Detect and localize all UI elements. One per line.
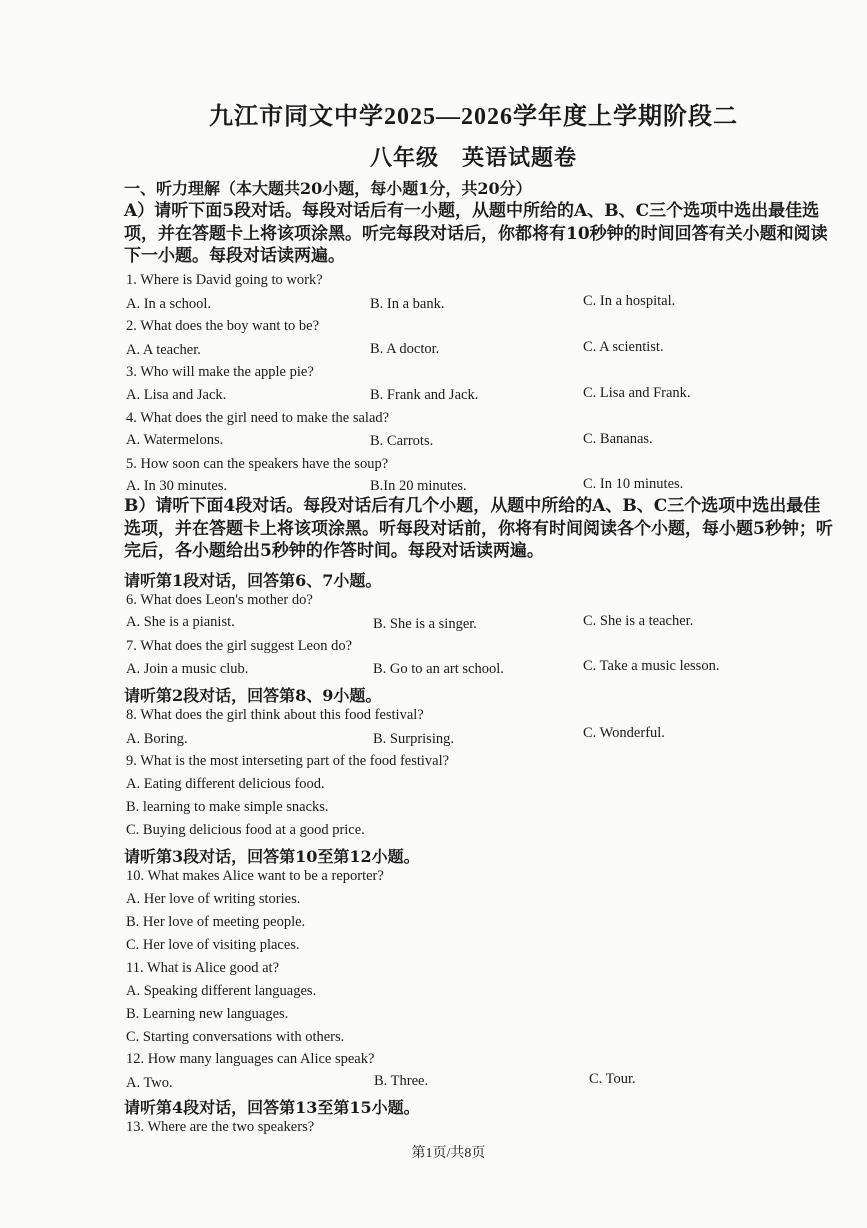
question-text: 5. How soon can the speakers have the soup? xyxy=(126,456,389,472)
option-c: C. She is a teacher. xyxy=(583,613,694,629)
question-text: 4. What does the girl need to make the salad? xyxy=(126,410,390,426)
option-c: C. Tour. xyxy=(589,1071,636,1087)
question-text: 6. What does Leon's mother do? xyxy=(126,592,313,608)
option-a: A. Join a music club. xyxy=(126,661,249,677)
option-b: B. She is a singer. xyxy=(373,616,477,632)
option-c: C. Bananas. xyxy=(583,431,653,447)
option-b: B. Surprising. xyxy=(373,731,454,747)
option-a: A. Watermelons. xyxy=(126,432,224,448)
question-text: 11. What is Alice good at? xyxy=(126,960,280,976)
option-a: A. In 30 minutes. xyxy=(126,478,228,494)
option-a: A. Eating different delicious food. xyxy=(126,776,325,792)
option-c: C. Her love of visiting places. xyxy=(126,937,300,953)
option-b: B.In 20 minutes. xyxy=(370,478,467,494)
option-b: B. Her love of meeting people. xyxy=(126,914,306,930)
question-text: 7. What does the girl suggest Leon do? xyxy=(126,638,353,654)
dialog-heading: 请听第3段对话，回答第10至第12小题。 xyxy=(124,847,420,866)
exam-subtitle: 八年级 英语试题卷 xyxy=(369,145,577,170)
part-b-instructions: B）请听下面4段对话。每段对话后有几个小题，从题中所给的A、B、C三个选项中选出最佳选项，并在答题卡上将该项涂黑。听每段对话前，你将有时间阅读各个小题，每小题5秒钟；听完后，各小题给出5秒钟的作答时间。每段对话读两遍。 xyxy=(124,496,833,561)
dialog-heading: 请听第4段对话，回答第13至第15小题。 xyxy=(124,1098,420,1117)
option-c: C. Starting conversations with others. xyxy=(126,1029,345,1045)
section-heading: 一、听力理解（本大题共20小题，每小题1分，共20分） xyxy=(124,179,532,198)
option-c: C. Take a music lesson. xyxy=(583,658,720,674)
option-b: B. In a bank. xyxy=(370,296,445,312)
option-c: C. In a hospital. xyxy=(583,293,676,309)
question-text: 10. What makes Alice want to be a reporter? xyxy=(126,868,384,884)
option-b: B. Go to an art school. xyxy=(373,661,504,677)
option-b: B. learning to make simple snacks. xyxy=(126,799,329,815)
option-a: A. A teacher. xyxy=(126,342,201,358)
option-b: B. Carrots. xyxy=(370,433,434,449)
option-c: C. Buying delicious food at a good price. xyxy=(126,822,365,838)
page-number: 第1页/共8页 xyxy=(411,1146,486,1161)
question-text: 9. What is the most interseting part of the food festival? xyxy=(126,753,450,769)
option-b: B. Three. xyxy=(374,1073,429,1089)
exam-title: 九江市同文中学2025—2026学年度上学期阶段二 xyxy=(209,104,738,130)
option-c: C. In 10 minutes. xyxy=(583,476,684,492)
option-a: A. Boring. xyxy=(126,731,188,747)
part-a-instructions: A）请听下面5段对话。每段对话后有一小题，从题中所给的A、B、C三个选项中选出最佳选项，并在答题卡上将该项涂黑。听完每段对话后，你都将有10秒钟的时间回答有关小题和阅读下一小题。每段对话读两遍。 xyxy=(124,201,828,266)
option-b: B. Frank and Jack. xyxy=(370,387,479,403)
option-c: C. Lisa and Frank. xyxy=(583,385,691,401)
option-b: B. A doctor. xyxy=(370,341,440,357)
question-text: 1. Where is David going to work? xyxy=(126,272,323,288)
question-text: 3. Who will make the apple pie? xyxy=(126,364,314,380)
option-a: A. Two. xyxy=(126,1075,173,1091)
option-a: A. Her love of writing stories. xyxy=(126,891,301,907)
question-text: 12. How many languages can Alice speak? xyxy=(126,1051,375,1067)
dialog-heading: 请听第1段对话，回答第6、7小题。 xyxy=(124,571,382,590)
option-a: A. Lisa and Jack. xyxy=(126,387,227,403)
question-text: 13. Where are the two speakers? xyxy=(126,1119,315,1135)
question-text: 8. What does the girl think about this food festival? xyxy=(126,707,424,723)
option-a: A. In a school. xyxy=(126,296,211,312)
option-c: C. Wonderful. xyxy=(583,725,665,741)
question-text: 2. What does the boy want to be? xyxy=(126,318,320,334)
dialog-heading: 请听第2段对话，回答第8、9小题。 xyxy=(124,686,382,705)
option-a: A. She is a pianist. xyxy=(126,614,235,630)
option-c: C. A scientist. xyxy=(583,339,664,355)
option-b: B. Learning new languages. xyxy=(126,1006,289,1022)
option-a: A. Speaking different languages. xyxy=(126,983,317,999)
